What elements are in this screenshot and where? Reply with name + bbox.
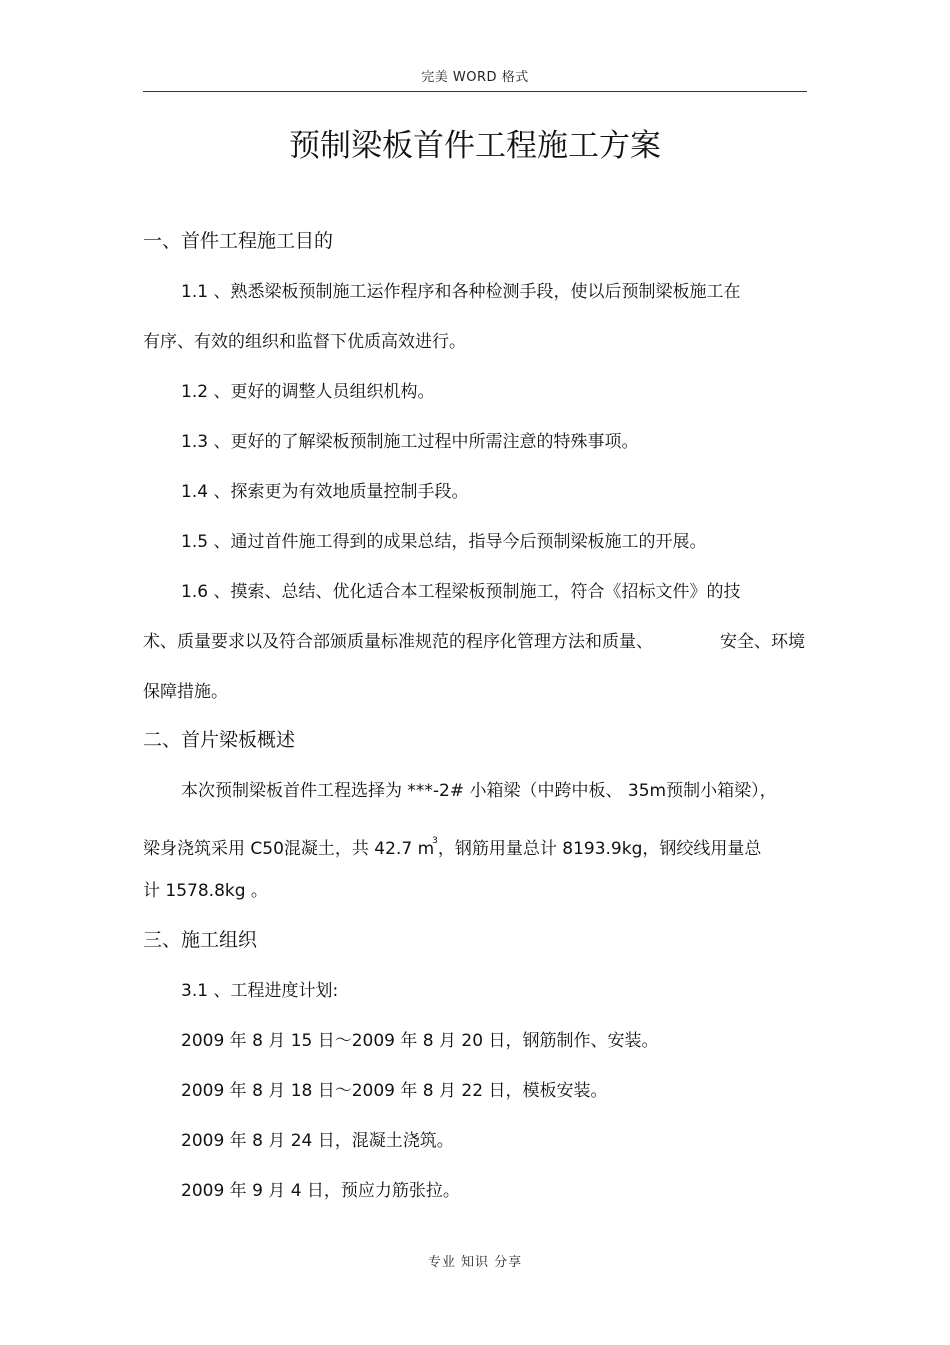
- page-header: 完美 WORD 格式: [421, 70, 529, 85]
- schedule-item: 2009 年 8 月 15 日～2009 年 8 月 20 日，钢筋制作、安装。: [181, 1031, 659, 1051]
- paragraph-1-6-line-2-right: 安全、环境: [720, 632, 805, 652]
- overview-line-3: 计 1578.8kg 。: [143, 881, 268, 901]
- section-3-heading: 三、施工组织: [143, 929, 258, 951]
- paragraph-1-3: 1.3 、更好的了解梁板预制施工过程中所需注意的特殊事项。: [181, 432, 639, 452]
- paragraph-1-1-line-2: 有序、有效的组织和监督下优质高效进行。: [143, 332, 466, 352]
- page-footer: 专业 知识 分享: [427, 1255, 523, 1270]
- paragraph-1-6-line-1: 1.6 、摸索、总结、优化适合本工程梁板预制施工，符合《招标文件》的技: [181, 582, 741, 602]
- paragraph-1-2: 1.2 、更好的调整人员组织机构。: [181, 382, 435, 402]
- paragraph-1-5: 1.5 、通过首件施工得到的成果总结，指导今后预制梁板施工的开展。: [181, 532, 707, 552]
- section-1-heading: 一、首件工程施工目的: [143, 230, 334, 252]
- paragraph-1-6-line-2: [143, 631, 805, 653]
- cubic-superscript: 3: [432, 836, 438, 846]
- header-divider: [143, 91, 807, 92]
- schedule-subheading: 3.1 、工程进度计划:: [181, 981, 339, 1001]
- overview-line-1: 本次预制梁板首件工程选择为 ***-2# 小箱梁（中跨中板、 35m预制小箱梁），: [181, 781, 777, 801]
- paragraph-1-6-line-3: 保障措施。: [143, 682, 228, 702]
- schedule-item: 2009 年 9 月 4 日，预应力筋张拉。: [181, 1181, 460, 1201]
- document-title: 预制梁板首件工程施工方案: [289, 128, 661, 164]
- section-2-heading: 二、首片梁板概述: [143, 729, 296, 751]
- paragraph-1-6-line-2-left: 术、质量要求以及符合部颁质量标准规范的程序化管理方法和质量、: [143, 632, 653, 652]
- paragraph-1-1-line-1: 1.1 、熟悉梁板预制施工运作程序和各种检测手段，使以后预制梁板施工在: [181, 282, 741, 302]
- schedule-item: 2009 年 8 月 18 日～2009 年 8 月 22 日，模板安装。: [181, 1081, 608, 1101]
- paragraph-1-4: 1.4 、探索更为有效地质量控制手段。: [181, 482, 469, 502]
- overview-line-2: [143, 830, 761, 860]
- schedule-item: 2009 年 8 月 24 日，混凝土浇筑。: [181, 1131, 454, 1151]
- overview-line-2-part-a: 梁身浇筑采用 C50混凝土，共 42.7 m: [143, 839, 435, 859]
- overview-line-2-part-b: ，钢筋用量总计 8193.9kg，钢绞线用量总: [437, 839, 762, 859]
